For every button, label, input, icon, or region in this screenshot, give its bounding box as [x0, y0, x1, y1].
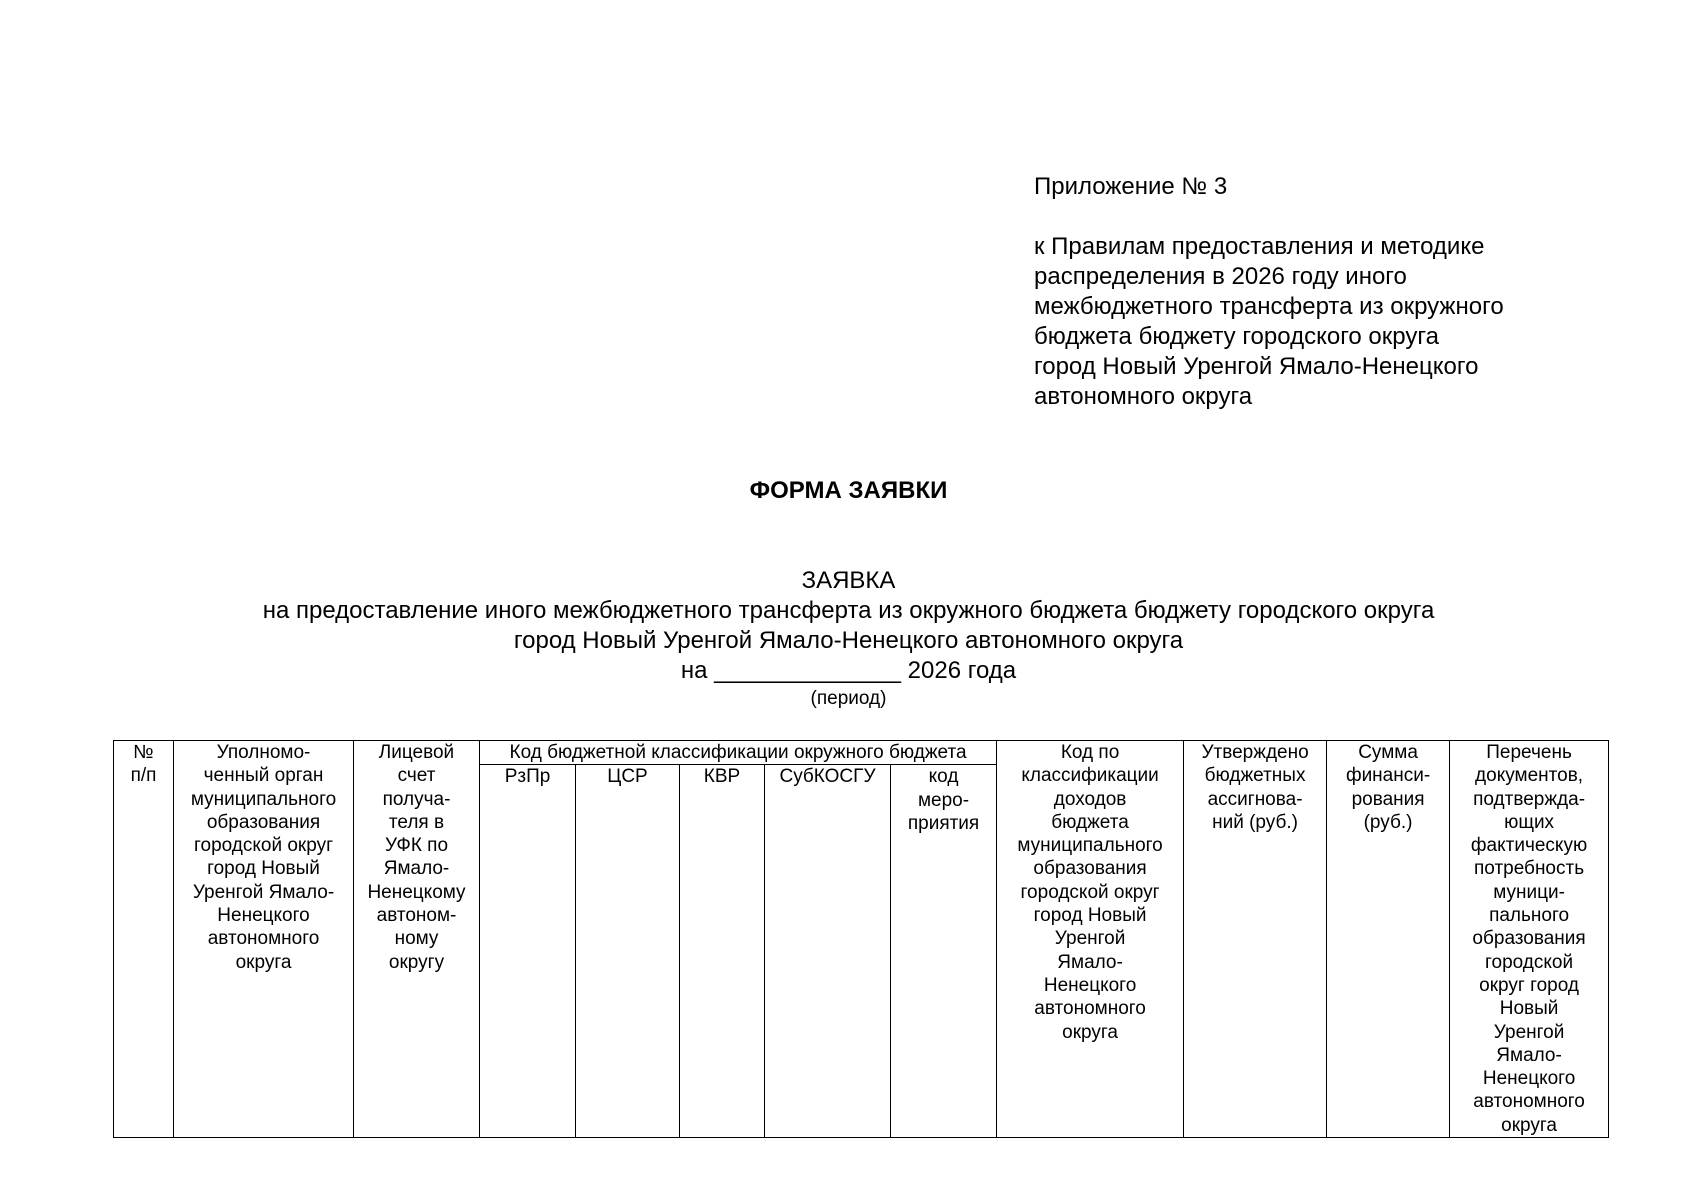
- column-header-sum: Сумма финанси- рования (руб.): [1327, 741, 1450, 1138]
- column-header-subkosgu: СубКОСГУ: [765, 765, 891, 1138]
- request-header: [0, 566, 1697, 686]
- appendix-text: к Правилам предоставления и методике распределения в 2026 году иного межбюджетного трансферта из окружного бюджета бюджету городского округа город Новый Уренгой Ямало-Ненецкого автономного округа: [1034, 233, 1504, 410]
- column-header-income-code: Код по классификации доходов бюджета муниципального образования городской округ город Новый Уренгой Ямало- Ненецкого автономного округа: [997, 741, 1184, 1138]
- column-header-approved: Утверждено бюджетных ассигнова- ний (руб.): [1184, 741, 1327, 1138]
- table-header-row-1: [114, 741, 1609, 765]
- column-header-documents: Перечень документов, подтвержда- ющих фактическую потребность муници- пального образования городской округ город Новый Уренгой Ямало- Ненецкого автономного округа: [1450, 741, 1609, 1138]
- request-table: [113, 740, 1609, 1138]
- period-note: [0, 688, 1697, 710]
- period-note-text: (период): [810, 688, 887, 709]
- column-header-event-code: код меро- приятия: [891, 765, 997, 1138]
- request-title: ЗАЯВКА: [801, 567, 896, 594]
- column-header-kvr: КВР: [680, 765, 765, 1138]
- appendix-block: [1034, 172, 1594, 412]
- column-header-number: № п/п: [114, 741, 174, 1138]
- request-line-2: город Новый Уренгой Ямало-Ненецкого автономного округа: [513, 627, 1184, 654]
- column-header-account: Лицевой счет получа- теля в УФК по Ямало- Ненецкому автоном- ному округу: [354, 741, 480, 1138]
- form-title: ФОРМА ЗАЯВКИ: [749, 477, 948, 504]
- column-header-budget-code: Код бюджетной классификации окружного бюджета: [480, 741, 997, 765]
- appendix-number: Приложение № 3: [1034, 173, 1228, 200]
- column-header-csr: ЦСР: [576, 765, 680, 1138]
- request-line-1: на предоставление иного межбюджетного трансферта из окружного бюджета бюджету городского округа: [262, 597, 1435, 624]
- column-header-authority: Уполномо- ченный орган муниципального образования городской округ город Новый Уренгой Ямало- Ненецкого автономного округа: [174, 741, 354, 1138]
- request-period-line: на ______________ 2026 года: [680, 657, 1017, 684]
- column-header-rzpr: РзПр: [480, 765, 576, 1138]
